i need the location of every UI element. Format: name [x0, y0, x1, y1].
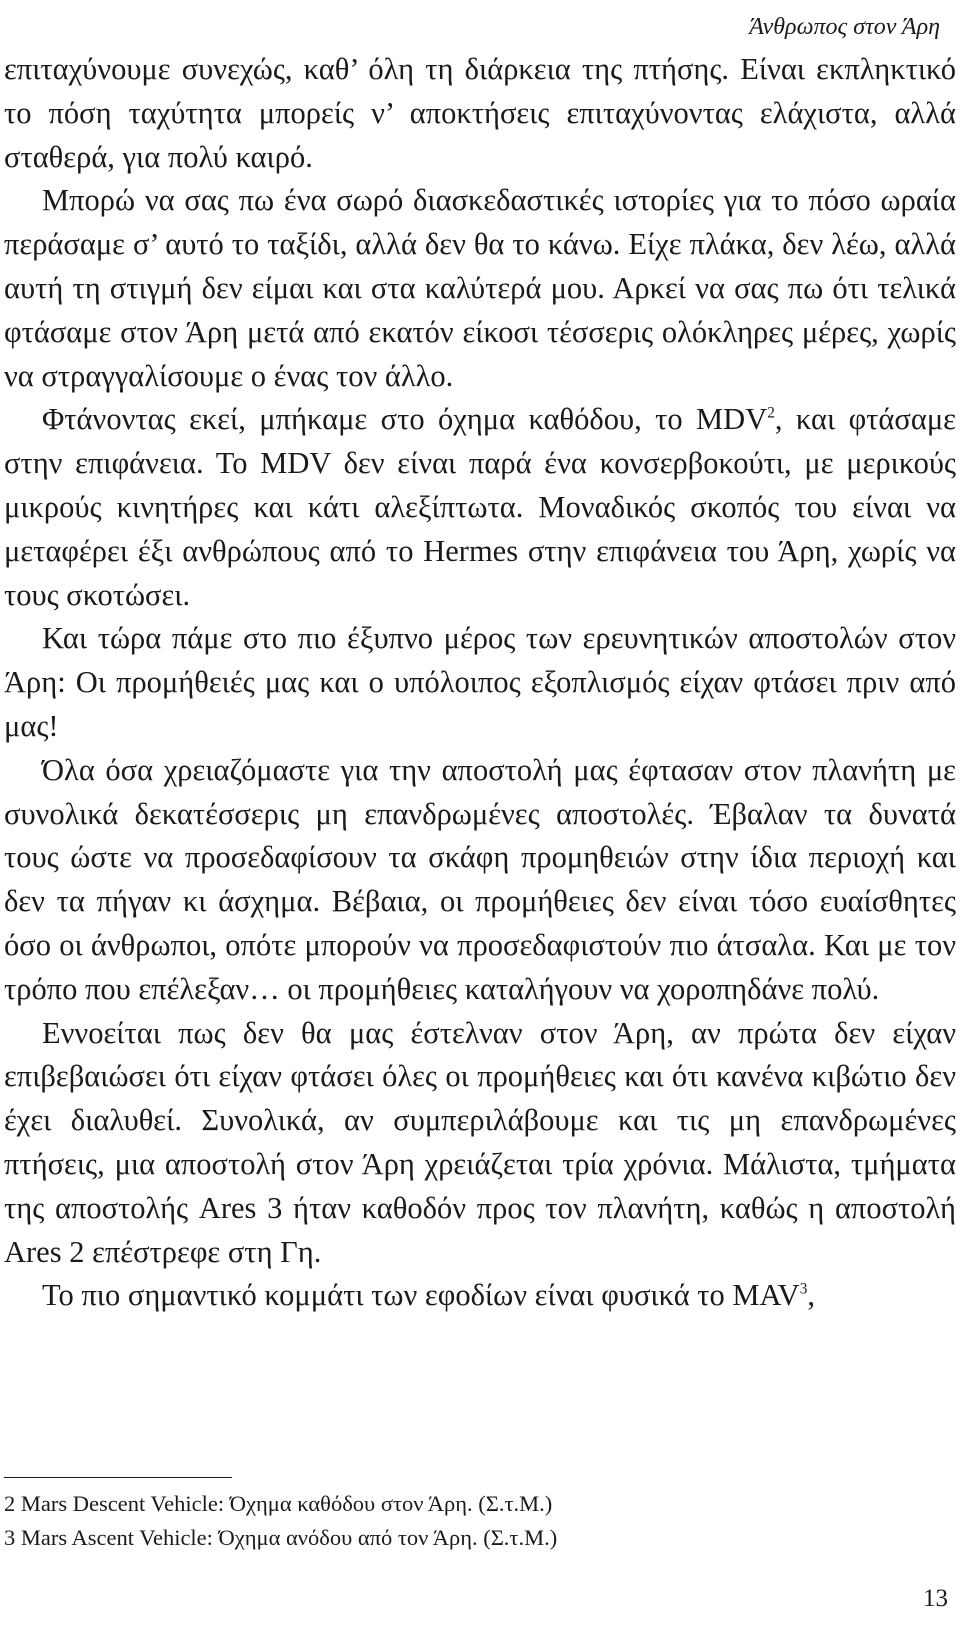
paragraph: Εννοείται πως δεν θα μας έστελναν στον Άρη, αν πρώτα δεν είχαν επιβεβαιώσει ότι είχαν φτάσει όλες οι προμήθειες και ότι κανένα κιβώτιο δεν έχει διαλυθεί. Συνολικά, αν συμπεριλάβουμε και τις μη επανδρωμένες πτήσεις, μια αποστολή στον Άρη χρειάζεται τρία χρόνια. Μάλιστα, τμήματα της αποστολής Ares 3 ήταν καθοδόν προς τον πλανήτη, καθώς η αποστολή Ares 2 επέστρεφε στη Γη.: [4, 1015, 956, 1269]
paragraph: Και τώρα πάμε στο πιο έξυπνο μέρος των ερευνητικών αποστολών στον Άρη: Οι προμήθειές μας και ο υπόλοιπος εξοπλισμός είχαν φτάσει πριν από μας!: [4, 621, 956, 743]
paragraph-text: Το πιο σημαντικό κομμάτι των εφοδίων είναι φυσικά το MAV: [42, 1278, 800, 1313]
footnote: 2 Mars Descent Vehicle: Όχημα καθόδου στον Άρη. (Σ.τ.Μ.): [4, 1491, 553, 1516]
footnote-ref: 3: [799, 1280, 808, 1298]
paragraph: Μπορώ να σας πω ένα σωρό διασκεδαστικές ιστορίες για το πόσο ωραία περάσαμε σ’ αυτό το ταξίδι, αλλά δεν θα το κάνω. Είχε πλάκα, δεν λέω, αλλά αυτή τη στιγμή δεν είμαι και στα καλύτερά μου. Αρκεί να σας πω ότι τελικά φτάσαμε στον Άρη μετά από εκατόν είκοσι τέσσερις ολόκληρες μέρες, χωρίς να στραγγαλίσουμε ο ένας τον άλλο.: [4, 183, 956, 393]
running-header: Άνθρωπος στον Άρη: [749, 14, 940, 40]
paragraph: [4, 1274, 956, 1318]
paragraph-text: ,: [807, 1278, 815, 1313]
paragraph: επιταχύνουμε συνεχώς, καθ’ όλη τη διάρκεια της πτήσης. Είναι εκπληκτικό το πόση ταχύτητα μπορείς ν’ αποκτήσεις επιταχύνοντας ελάχιστα, αλλά σταθερά, για πολύ καιρό.: [4, 52, 956, 174]
body-text: [4, 48, 956, 1318]
paragraph: [4, 398, 956, 617]
footnote-ref: 2: [767, 404, 775, 422]
paragraph-text: Φτάνοντας εκεί, μπήκαμε στο όχημα καθόδου, το MDV: [42, 402, 768, 437]
footnote-divider: [4, 1477, 232, 1478]
page-number: 13: [923, 1585, 948, 1612]
footnote: 3 Mars Ascent Vehicle: Όχημα ανόδου από τον Άρη. (Σ.τ.Μ.): [4, 1525, 558, 1550]
paragraph: Όλα όσα χρειαζόμαστε για την αποστολή μας έφτασαν στον πλανήτη με συνολικά δεκατέσσερις μη επανδρωμένες αποστολές. Έβαλαν τα δυνατά τους ώστε να προσεδαφίσουν τα σκάφη προμηθειών στην ίδια περιοχή και δεν τα πήγαν κι άσχημα. Βέβαια, οι προμήθειες δεν είναι τόσο ευαίσθητες όσο οι άνθρωποι, οπότε μπορούν να προσεδαφιστούν πιο άτσαλα. Και με τον τρόπο που επέλεξαν… οι προμήθειες καταλήγουν να χοροπηδάνε πολύ.: [4, 752, 956, 1006]
footnotes: [4, 1487, 944, 1555]
paragraph-text: , και φτάσαμε στην επιφάνεια. Το MDV δεν είναι παρά ένα κονσερβοκούτι, με μερικούς μικρούς κινητήρες και κάτι αλεξίπτωτα. Μοναδικός σκοπός του είναι να μεταφέρει έξι ανθρώπους από το Hermes στην επιφάνεια του Άρη, χωρίς να τους σκοτώσει.: [4, 402, 956, 612]
